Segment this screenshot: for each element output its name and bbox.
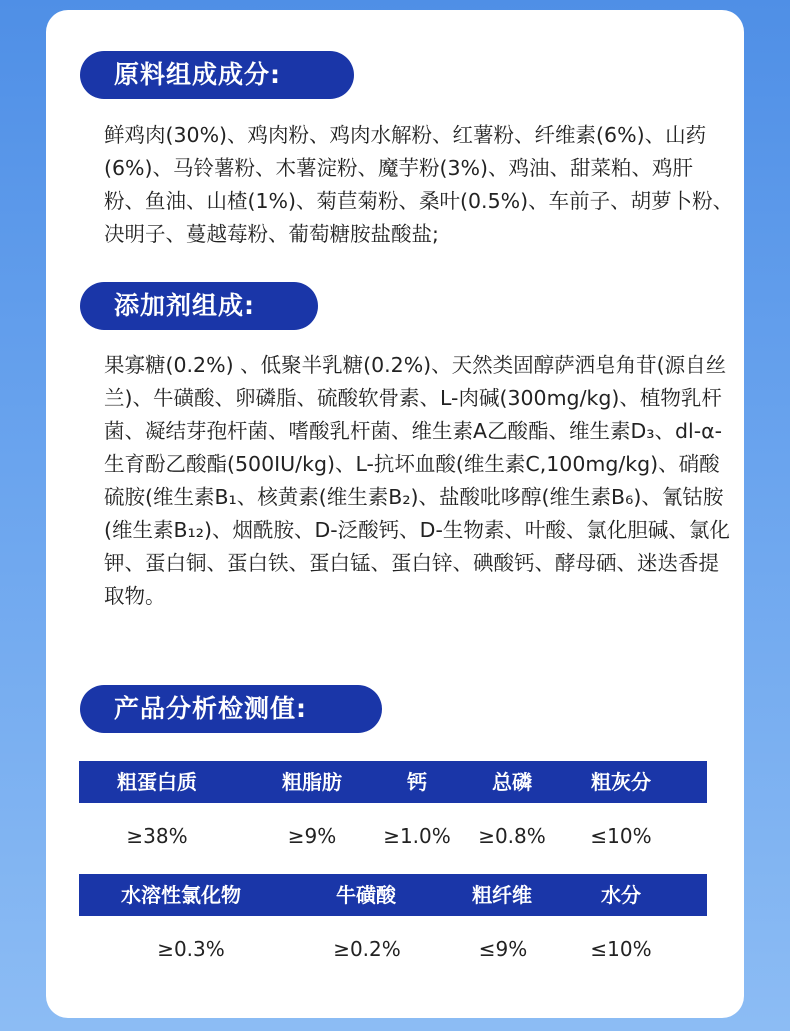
additives-text: 果寡糖(0.2%) 、低聚半乳糖(0.2%)、天然类固醇萨洒皂角苷(源自丝兰)、牛磺酸、卵磷脂、硫酸软骨素、L-肉碱(300mg/kg)、植物乳杆菌、凝结芽孢杆菌、嗜酸乳杆菌、维生素A乙酸酯、维生素D₃、dl-α-生育酚乙酸酯(500IU/kg)、L-抗坏血酸(维生素C,100mg/kg)、硝酸硫胺(维生素B₁、核黄素(维生素B₂)、盐酸吡哆醇(维生素B₆)、氰钴胺(维生素B₁₂)、烟酰胺、D-泛酸钙、D-生物素、叶酸、氯化胆碱、氯化钾、蛋白铜、蛋白铁、蛋白锰、蛋白锌、碘酸钙、酵母硒、迷迭香提取物。 xyxy=(104,353,730,608)
table-header-cell: 水分 xyxy=(601,883,641,907)
table-cell: ≥9% xyxy=(287,824,337,848)
ingredients-title: 原料组成成分: xyxy=(80,51,354,99)
analysis-table-1-header xyxy=(79,761,707,803)
table-header-cell: 粗蛋白质 xyxy=(117,770,197,794)
table-header-cell: 水溶性氯化物 xyxy=(121,883,241,907)
table-header-cell: 粗纤维 xyxy=(472,883,532,907)
table-header-cell: 粗灰分 xyxy=(591,770,651,794)
table-header-cell: 粗脂肪 xyxy=(282,770,342,794)
table-header-cell: 钙 xyxy=(407,770,427,794)
content-card xyxy=(46,10,744,1018)
analysis-table-2-row xyxy=(79,928,707,970)
analysis-table-1-row xyxy=(79,815,707,857)
ingredients-text: 鲜鸡肉(30%)、鸡肉粉、鸡肉水解粉、红薯粉、纤维素(6%)、山药(6%)、马铃薯粉、木薯淀粉、魔芋粉(3%)、鸡油、甜菜粕、鸡肝粉、鱼油、山楂(1%)、菊苣菊粉、桑叶(0.5%)、车前子、胡萝卜粉、决明子、蔓越莓粉、葡萄糖胺盐酸盐; xyxy=(104,123,734,246)
table-header-cell: 牛磺酸 xyxy=(336,883,396,907)
table-cell: ≤9% xyxy=(478,937,528,961)
analysis-title: 产品分析检测值: xyxy=(80,685,382,733)
table-cell: ≥0.8% xyxy=(478,824,546,848)
table-cell: ≥1.0% xyxy=(383,824,451,848)
table-cell: ≤10% xyxy=(590,937,652,961)
table-cell: ≥0.2% xyxy=(333,937,401,961)
table-cell: ≥0.3% xyxy=(157,937,225,961)
table-cell: ≥38% xyxy=(126,824,188,848)
analysis-table-2-header xyxy=(79,874,707,916)
table-cell: ≤10% xyxy=(590,824,652,848)
table-header-cell: 总磷 xyxy=(492,770,532,794)
additives-title: 添加剂组成: xyxy=(80,282,318,330)
